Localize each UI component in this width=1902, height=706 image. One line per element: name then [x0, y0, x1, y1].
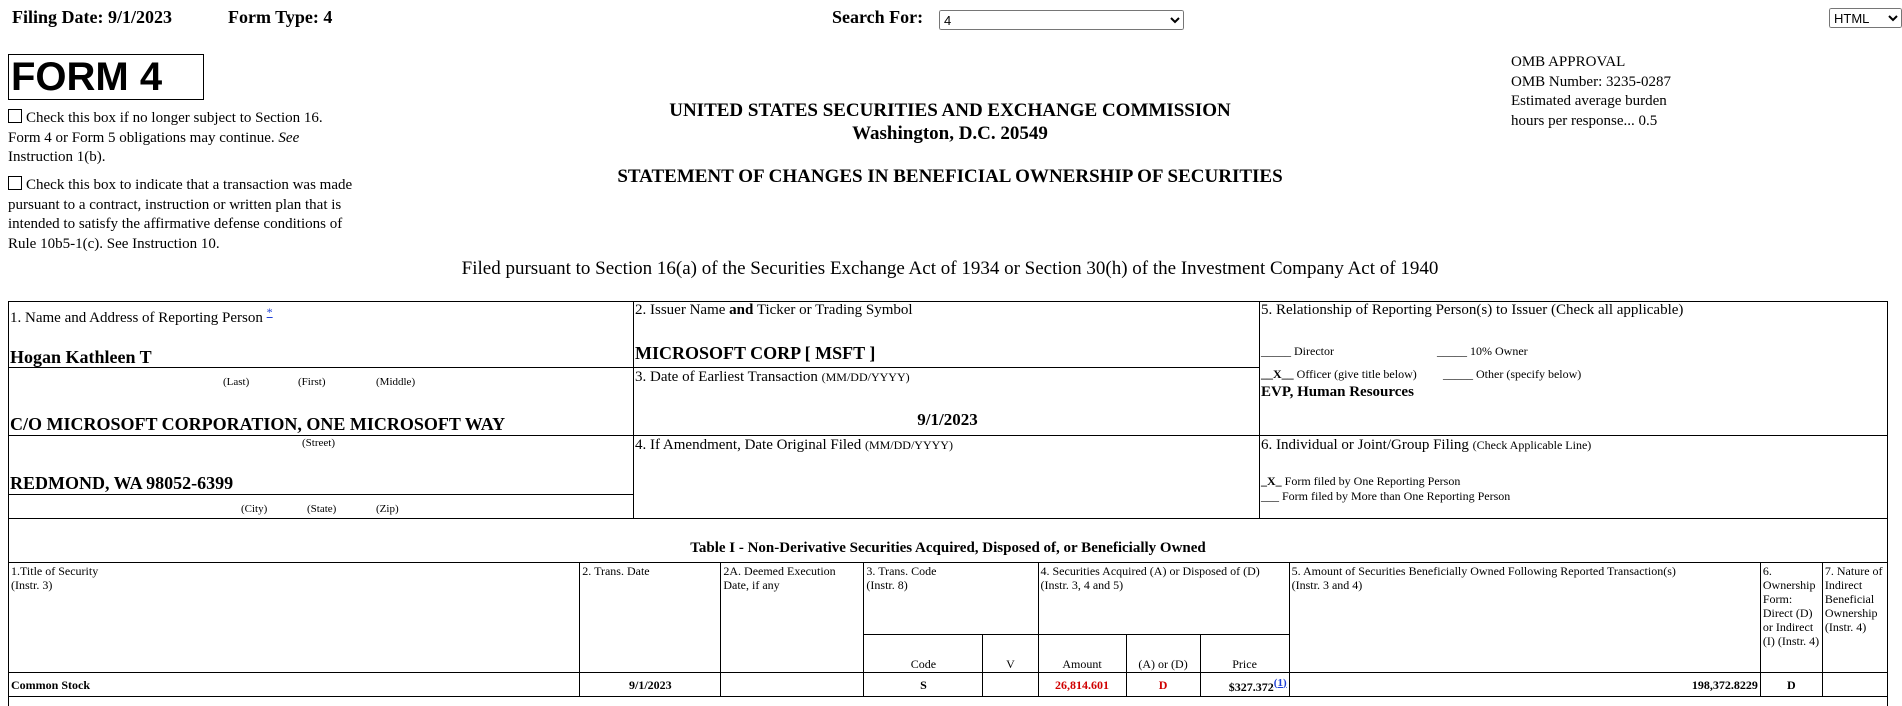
col-title-instr: (Instr. 3) [11, 578, 53, 592]
section16-checkbox[interactable] [8, 109, 22, 123]
col-deemed-header: 2A. Deemed Execution Date, if any [721, 563, 864, 673]
street-label: (Street) [302, 437, 335, 449]
row-amount: 26,814.601 [1038, 673, 1126, 697]
col-owned-header [1289, 563, 1760, 673]
format-select[interactable] [1829, 8, 1902, 28]
one-person-mark: _X_ [1261, 474, 1282, 488]
omb-approval [1511, 53, 1671, 131]
box6-check: (Check Applicable Line) [1472, 438, 1592, 452]
reporting-person-name: Hogan Kathleen T [10, 347, 152, 367]
director-text: Director [1294, 344, 1334, 358]
director-mark: _____ [1261, 344, 1291, 358]
officer-mark: __X__ [1261, 367, 1294, 381]
row-price [1200, 673, 1289, 697]
filing-date: Filing Date: 9/1/2023 [12, 7, 172, 27]
omb-burden-b: hours per response... 0.5 [1511, 112, 1658, 129]
first-label: (First) [298, 376, 326, 388]
omb-burden-a: Estimated average burden [1511, 93, 1667, 109]
box3-label [635, 369, 910, 386]
officer-option [1261, 367, 1417, 382]
zip-label: (Zip) [376, 503, 399, 515]
other-mark: _____ [1443, 367, 1473, 381]
middle-label: (Middle) [376, 376, 416, 388]
officer-text: Officer (give title below) [1296, 367, 1417, 381]
one-person-text: Form filed by One Reporting Person [1284, 474, 1461, 488]
last-label: (Last) [223, 376, 250, 388]
row-form: D [1760, 673, 1822, 697]
box3-label-text: 3. Date of Earliest Transaction [635, 369, 818, 385]
section16-see: See [278, 129, 300, 146]
col-code-instr: (Instr. 8) [866, 578, 908, 592]
one-person-option [1261, 474, 1460, 489]
table-row [9, 673, 1888, 697]
col-form-header: 6. Ownership Form: Direct (D) or Indirect (I) (Instr. 4) [1760, 563, 1822, 673]
table1 [8, 562, 1888, 697]
row-code: S [864, 673, 983, 697]
row-deemed [721, 673, 864, 697]
rule-text-a: Check this box to indicate that a transaction was made [26, 177, 353, 193]
section16-text-a: Check this box if no longer subject to Section 16. [26, 110, 323, 126]
street-address: C/O MICROSOFT CORPORATION, ONE MICROSOFT WAY [10, 414, 506, 434]
director-option [1261, 344, 1334, 359]
rule-text-b: pursuant to a contract, instruction or written plan that is [8, 196, 342, 213]
col-owned-text: 5. Amount of Securities Beneficially Owned Following Reported Transaction(s) [1291, 564, 1676, 578]
rule-note [8, 176, 398, 254]
section16-text-c: Instruction 1(b). [8, 149, 106, 165]
col-nature-header: 7. Nature of Indirect Beneficial Ownership (Instr. 4) [1822, 563, 1887, 673]
box5-label: 5. Relationship of Reporting Person(s) to Issuer (Check all applicable) [1261, 302, 1684, 318]
col-date-header: 2. Trans. Date [580, 563, 721, 673]
sub-ad: (A) or (D) [1126, 635, 1200, 673]
section16-text-b: Form 4 or Form 5 obligations may continue. [8, 129, 275, 146]
sub-amount: Amount [1038, 635, 1126, 673]
box4-label [635, 437, 953, 454]
multi-person-mark: ___ [1261, 489, 1279, 503]
box4-label-text: 4. If Amendment, Date Original Filed [635, 437, 862, 453]
box6-label [1261, 437, 1591, 454]
table1-title: Table I - Non-Derivative Securities Acquired, Disposed of, or Beneficially Owned [690, 540, 1206, 556]
box3-fmt: (MM/DD/YYYY) [821, 370, 910, 384]
col-code-header [864, 563, 1038, 635]
rule-checkbox[interactable] [8, 176, 22, 190]
row-date: 9/1/2023 [580, 673, 721, 697]
city-address: REDMOND, WA 98052-6399 [10, 473, 234, 493]
filed-pursuant: Filed pursuant to Section 16(a) of the Securities Exchange Act of 1934 or Section 30(h) of the Investment Company Act of 1940 [461, 258, 1439, 279]
other-text: Other (specify below) [1476, 367, 1582, 381]
box2-label-and: and [729, 302, 754, 318]
section16-note [8, 109, 388, 168]
sub-v: V [983, 635, 1038, 673]
rule-text-d: Rule 10b5-1(c). See Instruction 10. [8, 235, 220, 252]
earliest-transaction-date: 9/1/2023 [917, 410, 978, 429]
issuer-name: MICROSOFT CORP [ MSFT ] [635, 343, 876, 363]
rule-text-c: intended to satisfy the affirmative defense conditions of [8, 216, 343, 232]
box2-label-a: 2. Issuer Name [635, 302, 726, 318]
col-securities-instr: (Instr. 3, 4 and 5) [1040, 578, 1124, 592]
box2-label-b: Ticker or Trading Symbol [756, 302, 913, 318]
price-footnote-link[interactable]: (1) [1273, 676, 1287, 689]
multi-person-option [1261, 489, 1510, 504]
owner-option [1437, 344, 1528, 359]
row-nature [1822, 673, 1887, 697]
col-securities-header [1038, 563, 1289, 635]
box6-label-text: 6. Individual or Joint/Group Filing [1261, 437, 1469, 453]
city-label: (City) [241, 503, 268, 515]
officer-title: EVP, Human Resources [1261, 384, 1414, 400]
row-ad: D [1126, 673, 1200, 697]
multi-person-text: Form filed by More than One Reporting Person [1282, 489, 1511, 503]
col-securities-text: 4. Securities Acquired (A) or Disposed of (D) [1040, 564, 1260, 578]
omb-title: OMB APPROVAL [1511, 54, 1626, 70]
search-select[interactable] [939, 10, 1184, 30]
box1-label-text: 1. Name and Address of Reporting Person [10, 310, 263, 326]
agency-title: UNITED STATES SECURITIES AND EXCHANGE COMMISSION [669, 100, 1231, 121]
other-option [1443, 367, 1581, 382]
box1-footnote-link[interactable]: * [266, 305, 273, 319]
sub-code: Code [864, 635, 983, 673]
box4-fmt: (MM/DD/YYYY) [864, 438, 953, 452]
row-title: Common Stock [9, 673, 580, 697]
omb-number: OMB Number: 3235-0287 [1511, 73, 1671, 90]
col-code-text: 3. Trans. Code [866, 564, 937, 578]
col-owned-instr: (Instr. 3 and 4) [1291, 578, 1363, 592]
form-type: Form Type: 4 [228, 7, 333, 27]
search-label: Search For: [832, 7, 924, 27]
owner-mark: _____ [1437, 344, 1467, 358]
col-title-text: 1.Title of Security [11, 564, 99, 578]
box2-label [635, 302, 913, 319]
owner-text: 10% Owner [1470, 344, 1528, 358]
row-owned: 198,372.8229 [1289, 673, 1760, 697]
box1-label [10, 305, 273, 327]
col-title-header [9, 563, 580, 673]
row-v [983, 673, 1038, 697]
row-price-value: $327.372 [1228, 679, 1274, 694]
state-label: (State) [307, 503, 337, 515]
agency-city: Washington, D.C. 20549 [852, 123, 1048, 144]
form-title: FORM 4 [8, 54, 204, 100]
sub-price: Price [1200, 635, 1289, 673]
statement-title: STATEMENT OF CHANGES IN BENEFICIAL OWNERSHIP OF SECURITIES [617, 166, 1283, 187]
